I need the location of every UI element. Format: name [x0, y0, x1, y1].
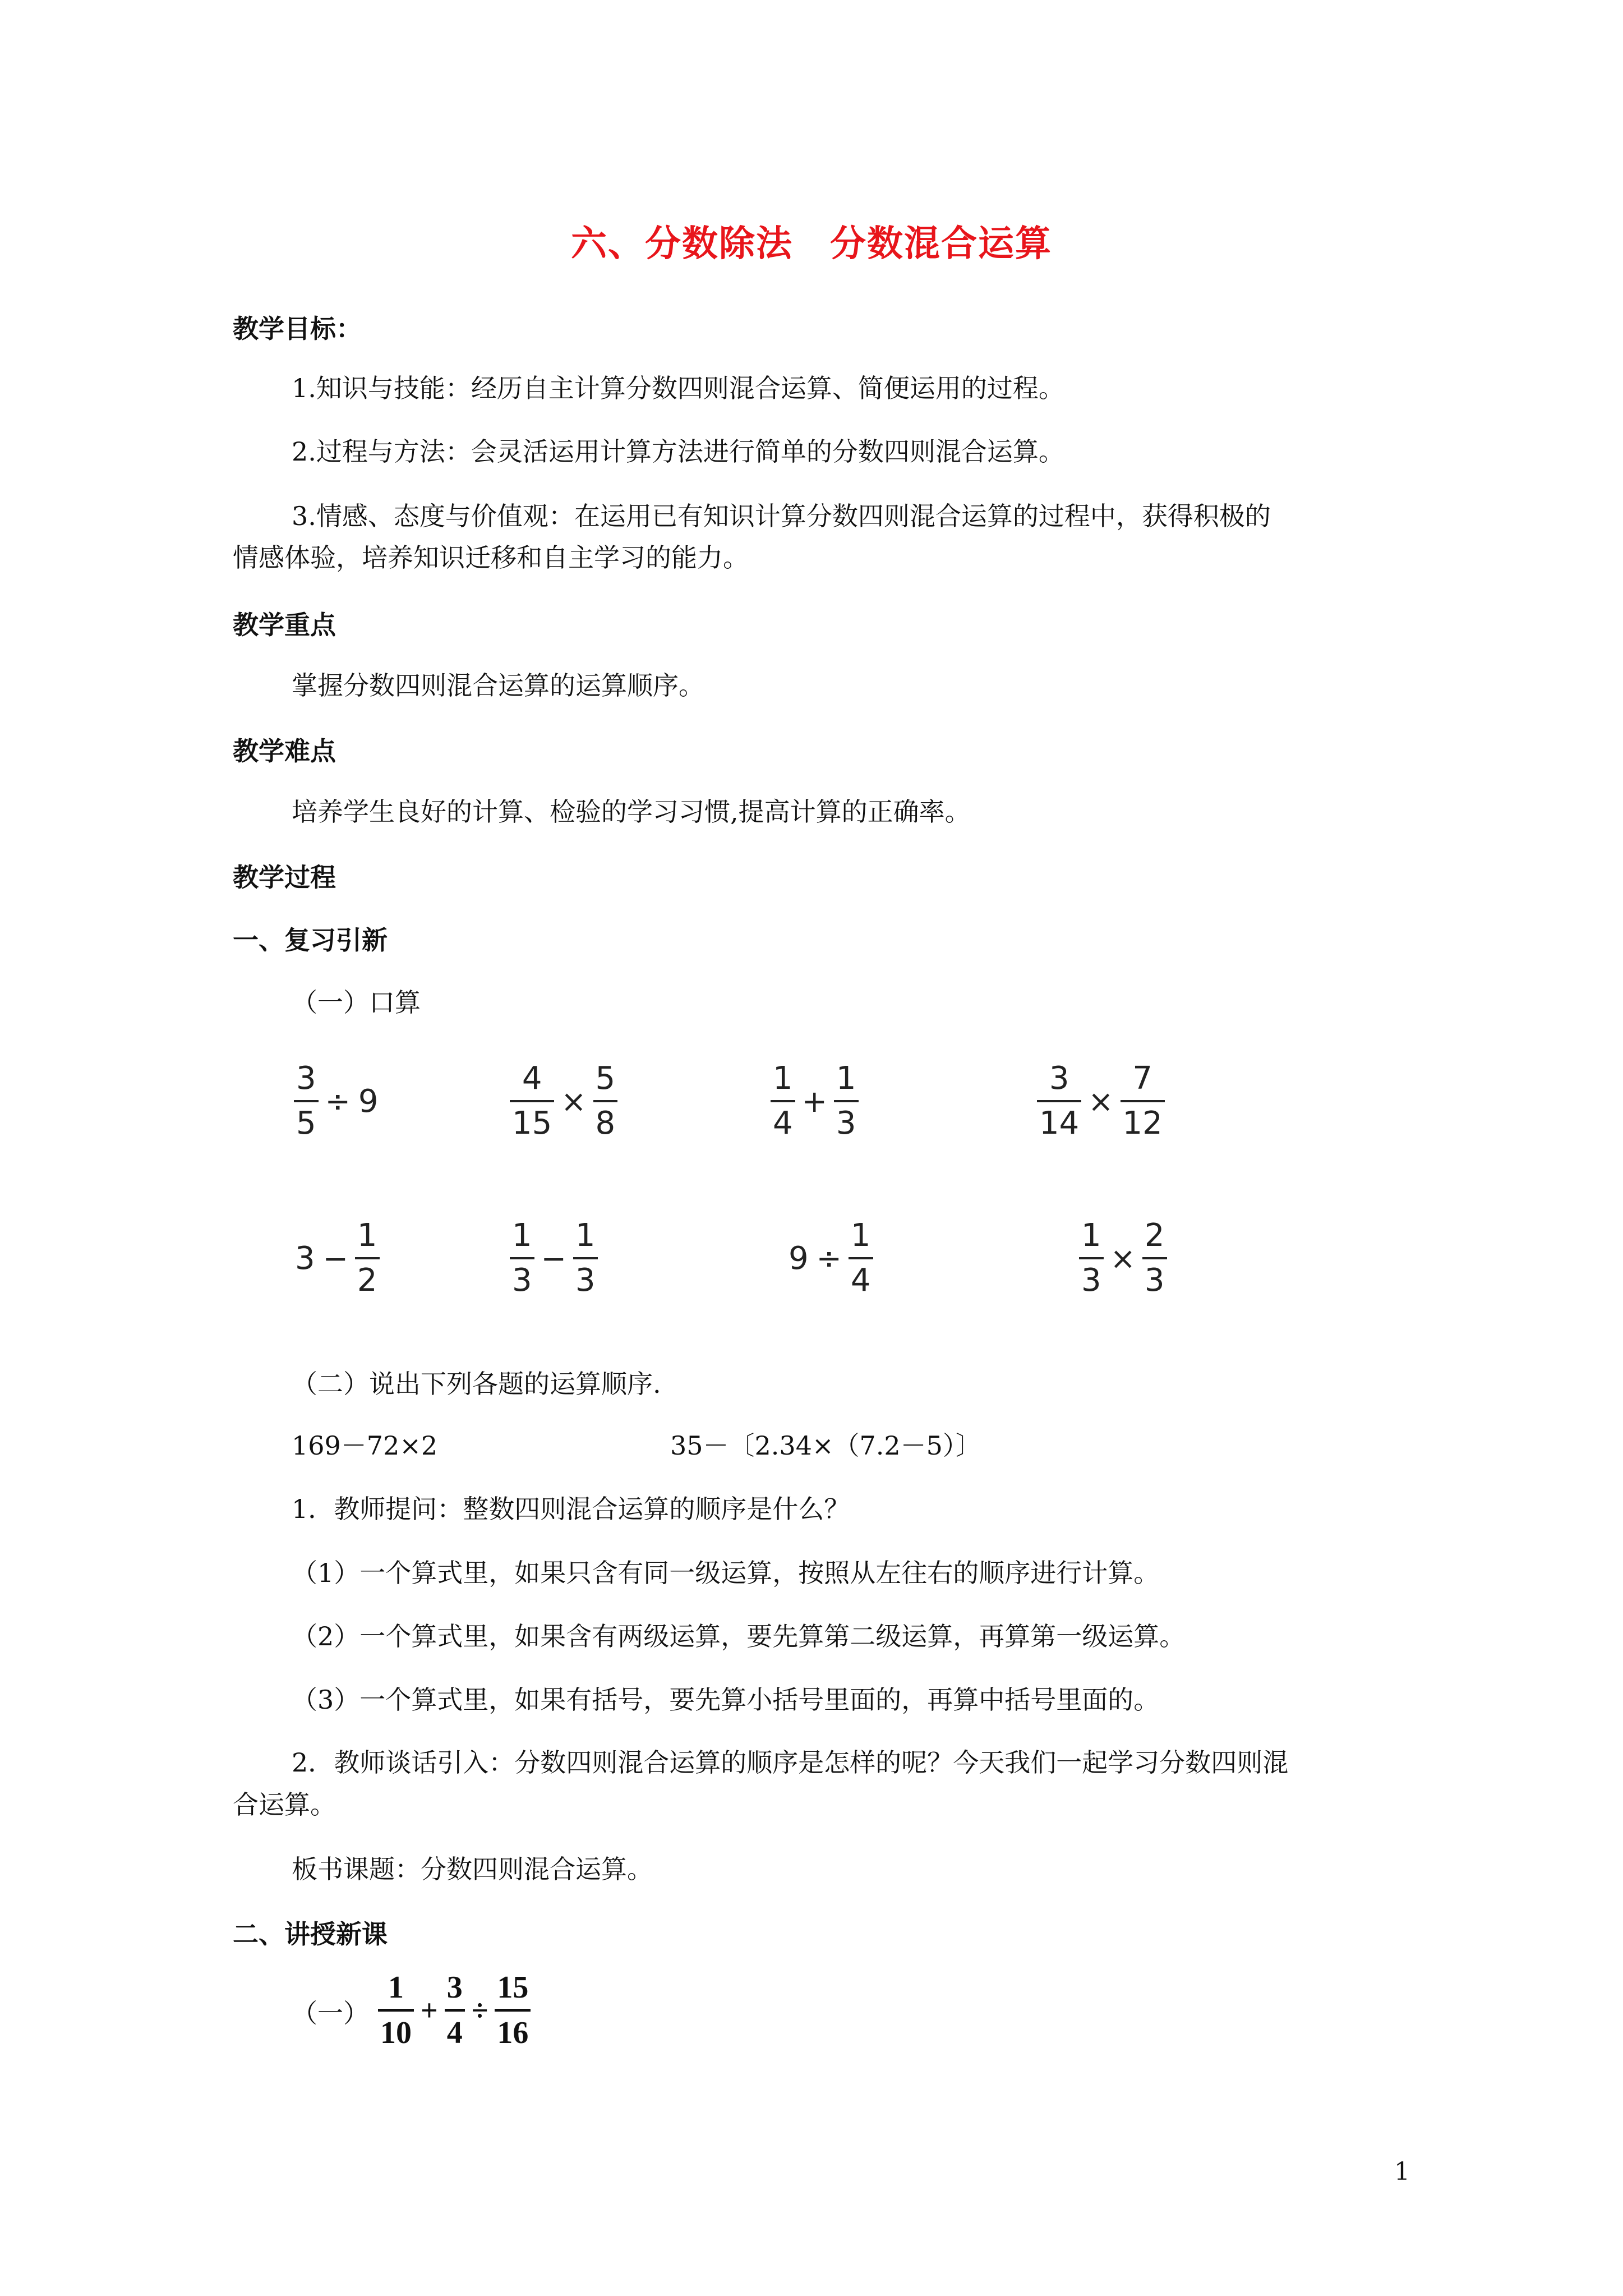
operator: + — [801, 1083, 827, 1119]
process-heading: 教学过程 — [233, 862, 336, 892]
operator: × — [561, 1083, 587, 1119]
oral-expr-1-3 — [768, 1060, 861, 1142]
oral-expr-2-1 — [292, 1217, 382, 1299]
rule-2: （2）一个算式里，如果含有两级运算，要先算第二级运算，再算第一级运算。 — [292, 1621, 1186, 1651]
teacher-question-2-cont: 合运算。 — [233, 1789, 336, 1820]
rule-3: （3）一个算式里，如果有括号，要先算小括号里面的，再算中括号里面的。 — [292, 1685, 1160, 1715]
whole-number: 9 — [789, 1240, 809, 1277]
order-label: （二）说出下列各题的运算顺序. — [292, 1369, 661, 1399]
fraction: $\frac{3}{5}$ — [294, 1063, 319, 1139]
operator: + — [421, 1993, 438, 2027]
operator: − — [541, 1240, 566, 1276]
rule-1: （1）一个算式里，如果只含有同一级运算，按照从左往右的顺序进行计算。 — [292, 1558, 1160, 1588]
oral-expr-1-2 — [508, 1060, 620, 1142]
fraction: $\frac{4}{15}$ — [510, 1063, 554, 1139]
goal-item-1: 1.知识与技能：经历自主计算分数四则混合运算、简便运用的过程。 — [292, 373, 1064, 403]
fraction: 3 4 — [445, 1972, 465, 2049]
fraction: $\frac{5}{8}$ — [593, 1063, 618, 1139]
fraction: $\frac{1}{3}$ — [573, 1220, 598, 1296]
fraction: $\frac{1}{3}$ — [834, 1063, 859, 1139]
oral-calc-label: （一）口算 — [292, 987, 421, 1018]
order-expr-2: 35－〔2.34×（7.2－5）〕 — [670, 1430, 981, 1461]
whole-number: 3 — [295, 1240, 315, 1277]
new-lesson-expr — [376, 1972, 533, 2049]
page-number: 1 — [1394, 2157, 1410, 2186]
fraction: $\frac{2}{3}$ — [1142, 1220, 1167, 1296]
teacher-question-2: 2．教师谈话引入：分数四则混合运算的顺序是怎样的呢？今天我们一起学习分数四则混 — [292, 1747, 1289, 1778]
whole-number: 9 — [358, 1083, 379, 1120]
fraction: 1 10 — [378, 1972, 414, 2049]
operator: ÷ — [325, 1083, 351, 1119]
operator: ÷ — [471, 1993, 488, 2027]
goal-item-3-cont: 情感体验，培养知识迁移和自主学习的能力。 — [233, 542, 749, 573]
operator: × — [1110, 1240, 1136, 1276]
fraction: $\frac{1}{3}$ — [510, 1220, 534, 1296]
oral-expr-2-3 — [785, 1217, 875, 1299]
oral-expr-1-4 — [1035, 1060, 1167, 1142]
section1-heading: 一、复习引新 — [233, 925, 388, 955]
oral-expr-1-1 — [292, 1060, 382, 1142]
section2-heading: 二、讲授新课 — [233, 1919, 388, 1949]
operator: ÷ — [816, 1240, 842, 1276]
oral-expr-2-2 — [508, 1217, 600, 1299]
difficulty-heading: 教学难点 — [233, 736, 336, 766]
fraction: $\frac{1}{3}$ — [1079, 1220, 1104, 1296]
fraction: $\frac{1}{2}$ — [355, 1220, 380, 1296]
goals-heading: 教学目标： — [233, 314, 362, 344]
key-point-text: 掌握分数四则混合运算的运算顺序。 — [292, 670, 704, 701]
order-expr-1: 169－72×2 — [292, 1430, 438, 1461]
fraction: 15 16 — [495, 1972, 531, 2049]
page-title: 六、分数除法 分数混合运算 — [571, 223, 1052, 265]
goal-item-2: 2.过程与方法：会灵活运用计算方法进行简单的分数四则混合运算。 — [292, 436, 1064, 467]
goal-item-3: 3.情感、态度与价值观：在运用已有知识计算分数四则混合运算的过程中，获得积极的 — [292, 501, 1271, 531]
board-title: 板书课题：分数四则混合运算。 — [292, 1854, 653, 1884]
operator: − — [322, 1240, 348, 1276]
fraction: $\frac{1}{4}$ — [849, 1220, 873, 1296]
fraction: $\frac{3}{14}$ — [1037, 1063, 1081, 1139]
difficulty-text: 培养学生良好的计算、检验的学习习惯,提高计算的正确率。 — [292, 797, 971, 827]
key-point-heading: 教学重点 — [233, 610, 336, 640]
oral-expr-2-4 — [1077, 1217, 1169, 1299]
fraction: $\frac{1}{4}$ — [771, 1063, 795, 1139]
section2-label: （一） — [292, 1998, 369, 2028]
operator: × — [1088, 1083, 1114, 1119]
teacher-question-1: 1．教师提问：整数四则混合运算的顺序是什么？ — [292, 1494, 850, 1524]
fraction: $\frac{7}{12}$ — [1121, 1063, 1165, 1139]
